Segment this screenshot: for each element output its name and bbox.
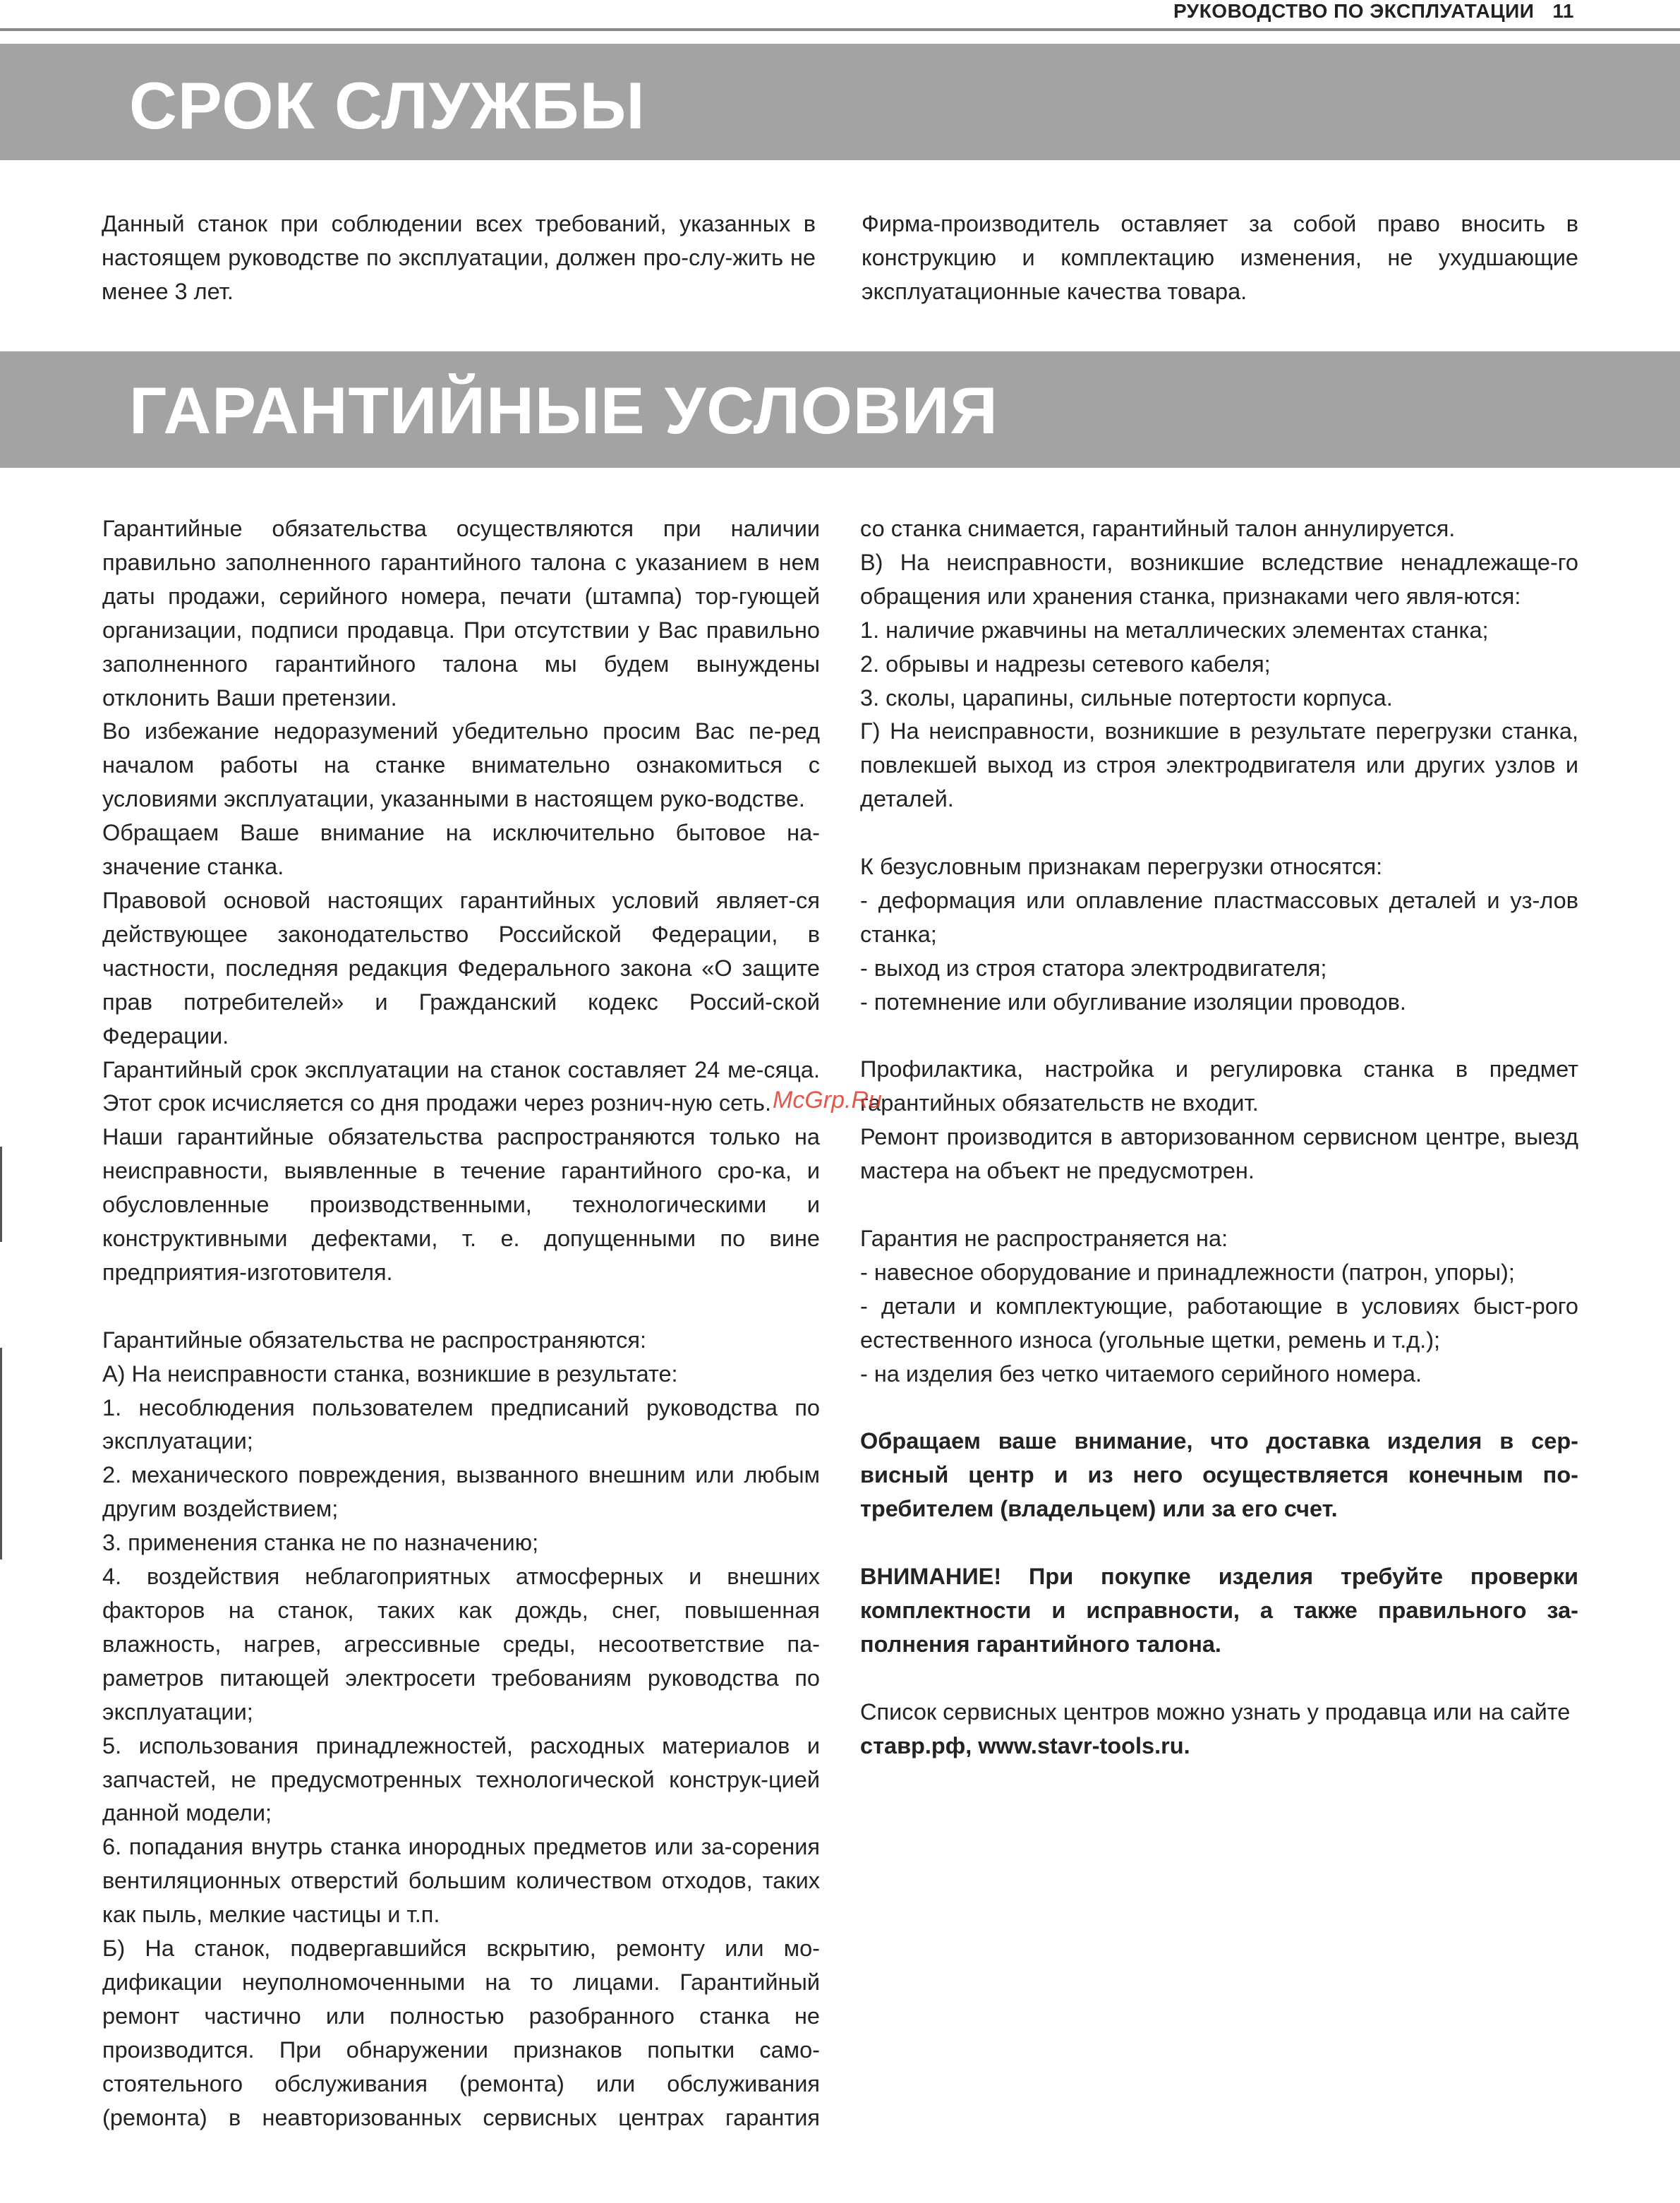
list-item: 5. использования принадлежностей, расходных материалов и запчастей, не предусмотренных технологической конструк-цией данной модели;	[102, 1732, 820, 1826]
list-item: 6. попадания внутрь станка инородных предметов или за-сорения вентиляционных отверстий большим количеством отходов, таких как пыль, мелкие частицы и т.п.	[102, 1834, 820, 1928]
running-header	[1173, 0, 1574, 21]
paragraph: Наши гарантийные обязательства распространяются только на неисправности, выявленные в течение гарантийного сро-ка, и обусловленные производственными, технологическими и конструктивными дефектами, т. е. допущенными по вине предприятия-изготовителя.	[102, 1124, 820, 1285]
list-item: 1. наличие ржавчины на металлических элементах станка;	[860, 617, 1489, 643]
delivery-notice: Обращаем ваше внимание, что доставка изделия в сер-висный центр и из него осуществляется конечным по-требителем (владельцем) или за его счет.	[860, 1428, 1578, 1522]
service-life-left-text: Данный станок при соблюдении всех требований, указанных в настоящем руководстве по эксплуатации, должен про-слу-жить не менее 3 лет.	[102, 211, 816, 304]
service-life-right-column	[862, 207, 1578, 309]
paragraph: К безусловным признакам перегрузки относятся:	[860, 854, 1383, 880]
list-item: - на изделия без четко читаемого серийного номера.	[860, 1360, 1422, 1387]
list-item: 3. сколы, царапины, сильные потертости корпуса.	[860, 684, 1393, 711]
header-rule	[0, 28, 1680, 31]
page-number: 11	[1552, 0, 1574, 22]
list-item: 1. несоблюдения пользователем предписаний руководства по эксплуатации;	[102, 1394, 820, 1454]
warranty-left-column	[102, 512, 820, 2135]
paragraph: Правовой основой настоящих гарантийных условий являет-ся действующее законодательство Российской Федерации, в частности, последняя редакция Федерального закона «О защите прав потребителей» и Гражданский кодекс Россий-ской Федерации.	[102, 887, 820, 1049]
section-banner-service-life	[0, 44, 1680, 160]
warranty-right-column	[860, 512, 1578, 1763]
list-item: - детали и комплектующие, работающие в условиях быст-рого естественного износа (угольные щетки, ремень и т.д.);	[860, 1293, 1578, 1353]
list-item: - потемнение или обугливание изоляции проводов.	[860, 989, 1406, 1015]
paragraph: Г) На неисправности, возникшие в результате перегрузки станка, повлекшей выход из строя электродвигателя или других узлов и деталей.	[860, 718, 1578, 812]
service-sites: ставр.рф, www.stavr-tools.ru.	[860, 1732, 1190, 1758]
list-item: 3. применения станка не по назначению;	[102, 1530, 539, 1556]
edge-mark	[0, 1348, 2, 1559]
paragraph: Ремонт производится в авторизованном сервисном центре, выезд мастера на объект не предусмотрен.	[860, 1124, 1578, 1184]
service-centers-note	[860, 1696, 1578, 1763]
list-item: - навесное оборудование и принадлежности (патрон, упоры);	[860, 1259, 1515, 1285]
list-item: 2. обрывы и надрезы сетевого кабеля;	[860, 651, 1271, 677]
paragraph: А) На неисправности станка, возникшие в результате:	[102, 1360, 678, 1387]
paragraph: В) На неисправности, возникшие вследствие ненадлежаще-го обращения или хранения станка, признаками чего явля-ются:	[860, 549, 1578, 609]
list-item: - выход из строя статора электродвигателя;	[860, 955, 1327, 981]
list-item: 2. механического повреждения, вызванного внешним или любым другим воздействием;	[102, 1462, 820, 1522]
watermark: McGrp.Ru	[773, 1087, 882, 1113]
paragraph: Гарантийный срок эксплуатации на станок составляет 24 ме-сяца. Этот срок исчисляется со дня продажи через рознич-ную сеть.	[102, 1056, 820, 1116]
paragraph: Во избежание недоразумений убедительно просим Вас пе-ред началом работы на станке внимательно ознакомиться с условиями эксплуатации, указанными в настоящем руко-водстве.	[102, 718, 820, 812]
list-item: - деформация или оплавление пластмассовых деталей и уз-лов станка;	[860, 887, 1578, 947]
paragraph: Гарантийные обязательства осуществляются при наличии правильно заполненного гарантийного талона с указанием в нем даты продажи, серийного номера, печати (штампа) тор-гующей организации, подписи продавца. При отсутствии у Вас правильно заполненного гарантийного талона мы будем вынуждены отклонить Ваши претензии.	[102, 516, 820, 711]
section-title-warranty: ГАРАНТИЙНЫЕ УСЛОВИЯ	[129, 373, 998, 447]
paragraph: со станка снимается, гарантийный талон аннулируется.	[860, 516, 1456, 541]
service-life-left-column	[102, 207, 816, 309]
paragraph: Б) На станок, подвергавшийся вскрытию, ремонту или мо-дификации неуполномоченными на то лицами. Гарантийный ремонт частично или полностью разобранного станка не производится. При обнаружении признаков попытки само-стоятельного обслуживания (ремонта) или обслуживания (ремонта) в неавторизованных сервисных центрах гарантия	[102, 1936, 820, 2130]
paragraph: Гарантия не распространяется на:	[860, 1225, 1228, 1251]
paragraph: Обращаем Ваше внимание на исключительно бытовое на-значение станка.	[102, 820, 820, 880]
section-banner-warranty	[0, 351, 1680, 468]
paragraph: Профилактика, настройка и регулировка станка в предмет гарантийных обязательств не входит.	[860, 1056, 1578, 1116]
running-title: РУКОВОДСТВО ПО ЭКСПЛУАТАЦИИ	[1173, 0, 1535, 22]
service-centers-text: Список сервисных центров можно узнать у продавца или на сайте	[860, 1698, 1571, 1725]
list-item: 4. воздействия неблагоприятных атмосферных и внешних факторов на станок, таких как дождь, снег, повышенная влажность, нагрев, агрессивные среды, несоответствие па-раметров питающей электросети требованиям руководства по эксплуатации;	[102, 1564, 820, 1725]
edge-mark	[0, 1147, 2, 1242]
service-life-right-text: Фирма-производитель оставляет за собой право вносить в конструкцию и комплектацию изменения, не ухудшающие эксплуатационные качества товара.	[862, 211, 1578, 304]
paragraph: Гарантийные обязательства не распространяются:	[102, 1327, 647, 1353]
section-title-service-life: СРОК СЛУЖБЫ	[129, 68, 646, 143]
attention-notice: ВНИМАНИЕ! При покупке изделия требуйте проверки комплектности и исправности, а также правильного за-полнения гарантийного талона.	[860, 1564, 1578, 1657]
